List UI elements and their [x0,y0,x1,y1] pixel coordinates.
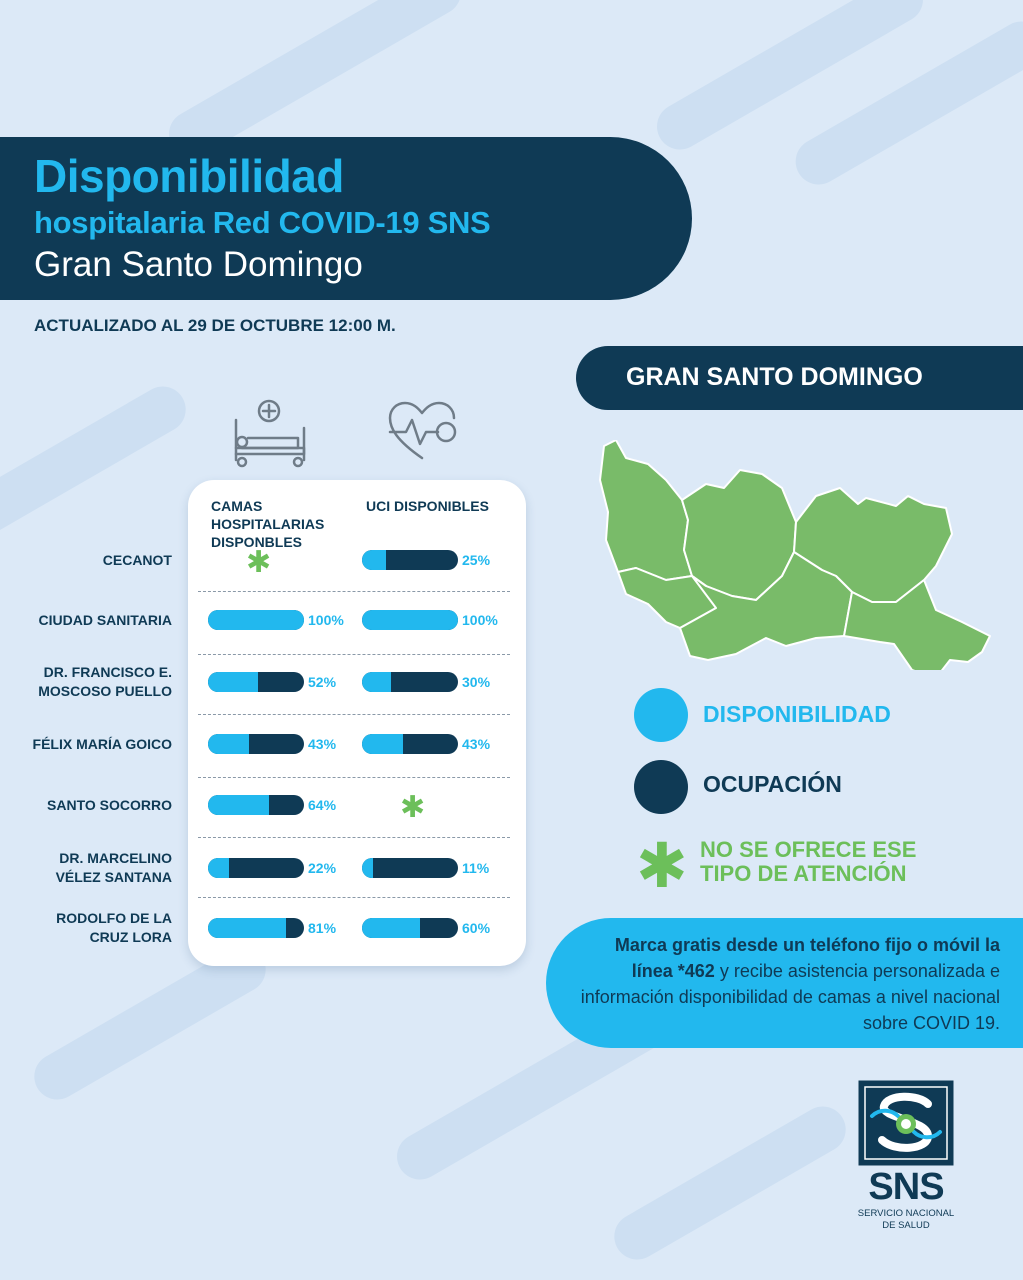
gran-santo-domingo-map [596,440,996,670]
beds-availability-fill [208,918,286,938]
region-pill [576,346,1023,410]
beds-availability-percent: 100% [308,612,344,628]
hotline-info-text [570,932,1000,1036]
beds-availability-percent: 52% [308,674,337,690]
row-label [47,796,172,815]
legend-occupied-label: OCUPACIÓN [703,771,842,797]
row-divider [198,897,510,898]
icu-availability-percent: 11% [462,860,490,876]
row-label-line: CRUZ LORA [89,929,172,945]
hotline-info-bold: Marca gratis desde un teléfono fijo o móvil la línea *462 [614,935,1000,981]
icu-availability-percent: 30% [462,674,491,690]
page-subtitle: hospitalaria Red COVID-19 SNS [34,205,491,240]
row-label-line: SANTO SOCORRO [47,796,172,813]
row-label-line: CIUDAD SANITARIA [38,611,172,628]
legend-asterisk-icon: ✱ [636,832,688,901]
row-label-line: VÉLEZ SANTANA [55,869,172,885]
beds-availability-bar [208,918,304,938]
icu-availability-bar [362,550,458,570]
column-header-beds-line: DISPONBLES [211,534,303,550]
column-header-beds-line: HOSPITALARIAS [211,516,325,532]
row-label [38,663,172,701]
icu-availability-fill [362,734,403,754]
heart-pulse-icon [386,400,460,464]
page-title: Disponibilidad [34,150,344,202]
icu-availability-bar [362,734,458,754]
background-streak [0,378,194,548]
row-label [56,909,172,947]
region-label: GRAN SANTO DOMINGO [626,363,923,391]
legend-available-dot [634,688,688,742]
beds-availability-fill [208,858,229,878]
column-header-beds [211,497,324,551]
beds-availability-fill [208,795,269,815]
sns-logo-subtitle-line: DE SALUD [882,1220,930,1231]
sns-logo-subtitle-line: SERVICIO NACIONAL [857,1208,955,1219]
sns-logo-subtitle [852,1208,960,1232]
page-region-title: Gran Santo Domingo [34,245,363,284]
beds-availability-bar [208,795,304,815]
row-label-line: CECANOT [102,551,172,568]
icu-availability-bar [362,672,458,692]
legend-occupied-dot [634,760,688,814]
icu-availability-percent: 60% [462,920,491,936]
update-timestamp: ACTUALIZADO AL 29 DE OCTUBRE 12:00 M. [34,316,396,335]
icu-availability-fill [362,858,373,878]
background-streak [606,1098,854,1268]
beds-availability-bar [208,734,304,754]
row-divider [198,714,510,715]
row-divider [198,654,510,655]
row-label [33,735,172,754]
legend-available-label: DISPONIBILIDAD [703,701,891,727]
hotline-info-pill [546,918,1023,1048]
row-divider [198,837,510,838]
icu-availability-bar [362,610,458,630]
icu-availability-percent: 100% [462,612,498,628]
hospital-bed-icon [232,398,308,468]
beds-availability-percent: 43% [308,736,337,752]
column-header-icu: UCI DISPONIBLES [366,498,489,514]
beds-availability-percent: 64% [308,797,337,813]
legend-not-offered-line: TIPO DE ATENCIÓN [700,861,907,886]
beds-availability-bar [208,672,304,692]
icu-availability-fill [362,550,386,570]
row-label-line: MOSCOSO PUELLO [38,683,172,699]
not-offered-asterisk-icon: ✱ [246,546,272,579]
not-offered-asterisk-icon: ✱ [400,791,426,824]
beds-availability-fill [208,672,258,692]
icu-availability-percent: 25% [462,552,491,568]
beds-availability-bar [208,858,304,878]
row-label [103,551,172,570]
header-banner [0,137,692,300]
legend-not-offered-label [700,838,916,886]
icu-availability-fill [362,672,391,692]
row-label [56,849,172,887]
sns-logo [857,1080,955,1231]
legend-not-offered-line: NO SE OFRECE ESE [700,837,917,862]
row-label-line: DR. MARCELINO [59,850,172,866]
hotline-info-rest: y recibe asistencia personalizada e información disponibilidad de camas a nivel nacional sobre COVID 19. [580,961,1000,1033]
beds-availability-fill [208,734,249,754]
row-label-line: FÉLIX MARÍA GOICO [32,735,172,752]
row-divider [198,777,510,778]
icu-availability-fill [362,918,420,938]
icu-availability-bar [362,918,458,938]
icu-availability-bar [362,858,458,878]
icu-availability-percent: 43% [462,736,491,752]
sns-emblem-icon [858,1080,954,1166]
beds-availability-bar [208,610,304,630]
row-divider [198,591,510,592]
beds-availability-fill [208,610,304,630]
sns-logo-name: SNS [868,1166,944,1208]
beds-availability-percent: 81% [308,920,337,936]
beds-availability-percent: 22% [308,860,337,876]
row-label [38,611,172,630]
icu-availability-fill [362,610,458,630]
row-label-line: DR. FRANCISCO E. [43,664,172,680]
row-label-line: RODOLFO DE LA [56,910,172,926]
column-header-beds-line: CAMAS [211,498,263,514]
